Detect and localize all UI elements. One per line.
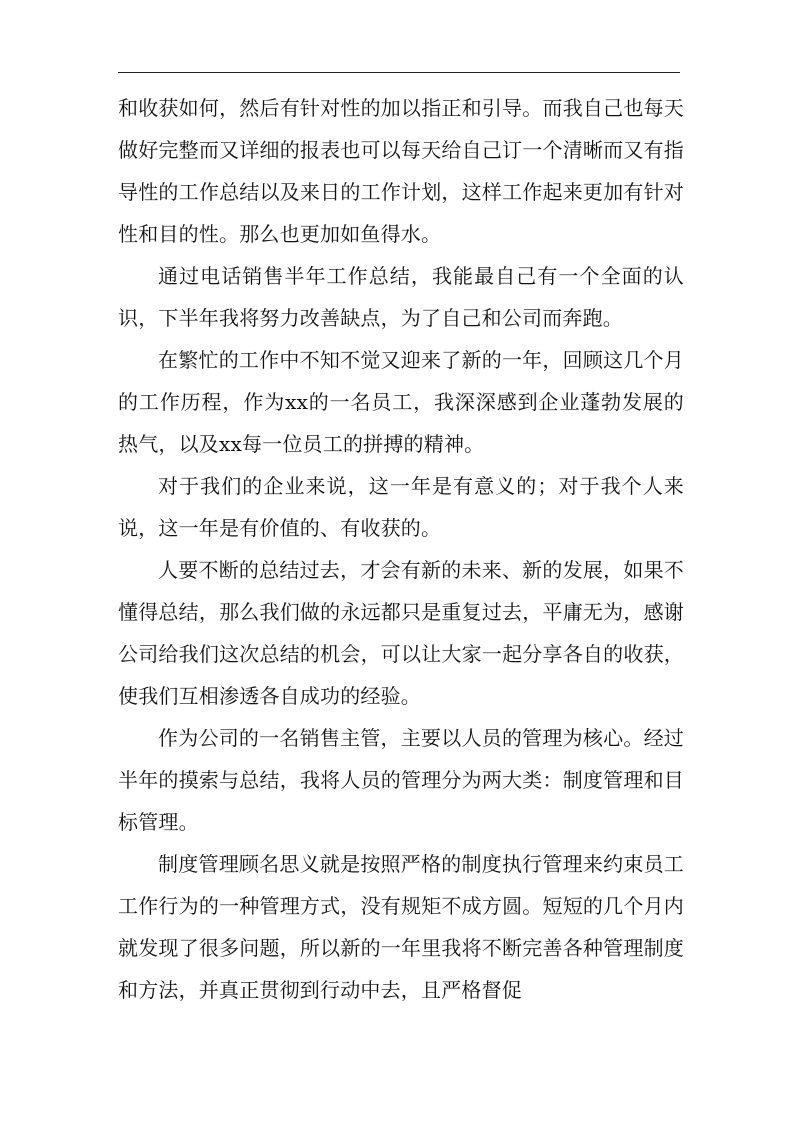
- paragraph-2: 通过电话销售半年工作总结，我能最自己有一个全面的认识，下半年我将努力改善缺点，为了自己和公司而奔跑。: [118, 264, 684, 330]
- paragraph-5: 人要不断的总结过去，才会有新的未来、新的发展，如果不懂得总结，那么我们做的永远都只是重复过去，平庸无为，感谢公司给我们这次总结的机会，可以让大家一起分享各自的收获，使我们互相渗透各自成功的经验。: [118, 558, 684, 708]
- header-rule: [118, 72, 680, 73]
- paragraph-3: 在繁忙的工作中不知不觉又迎来了新的一年，回顾这几个月的工作历程，作为xx的一名员工，我深深感到企业蓬勃发展的热气，以及xx每一位员工的拼搏的精神。: [118, 348, 684, 456]
- paragraph-4: 对于我们的企业来说，这一年是有意义的；对于我个人来说，这一年是有价值的、有收获的。: [118, 474, 684, 540]
- body-text: [118, 87, 684, 1011]
- paragraph-6: 作为公司的一名销售主管，主要以人员的管理为核心。经过半年的摸索与总结，我将人员的管理分为两大类：制度管理和目标管理。: [118, 726, 684, 834]
- paragraph-1: 和收获如何，然后有针对性的加以指正和引导。而我自己也每天做好完整而又详细的报表也可以每天给自己订一个清晰而又有指导性的工作总结以及来日的工作计划，这样工作起来更加有针对性和目的性。那么也更加如鱼得水。: [118, 96, 684, 246]
- paragraph-7: 制度管理顾名思义就是按照严格的制度执行管理来约束员工工作行为的一种管理方式，没有规矩不成方圆。短短的几个月内就发现了很多问题，所以新的一年里我将不断完善各种管理制度和方法，并真正贯彻到行动中去，且严格督促: [118, 852, 684, 1002]
